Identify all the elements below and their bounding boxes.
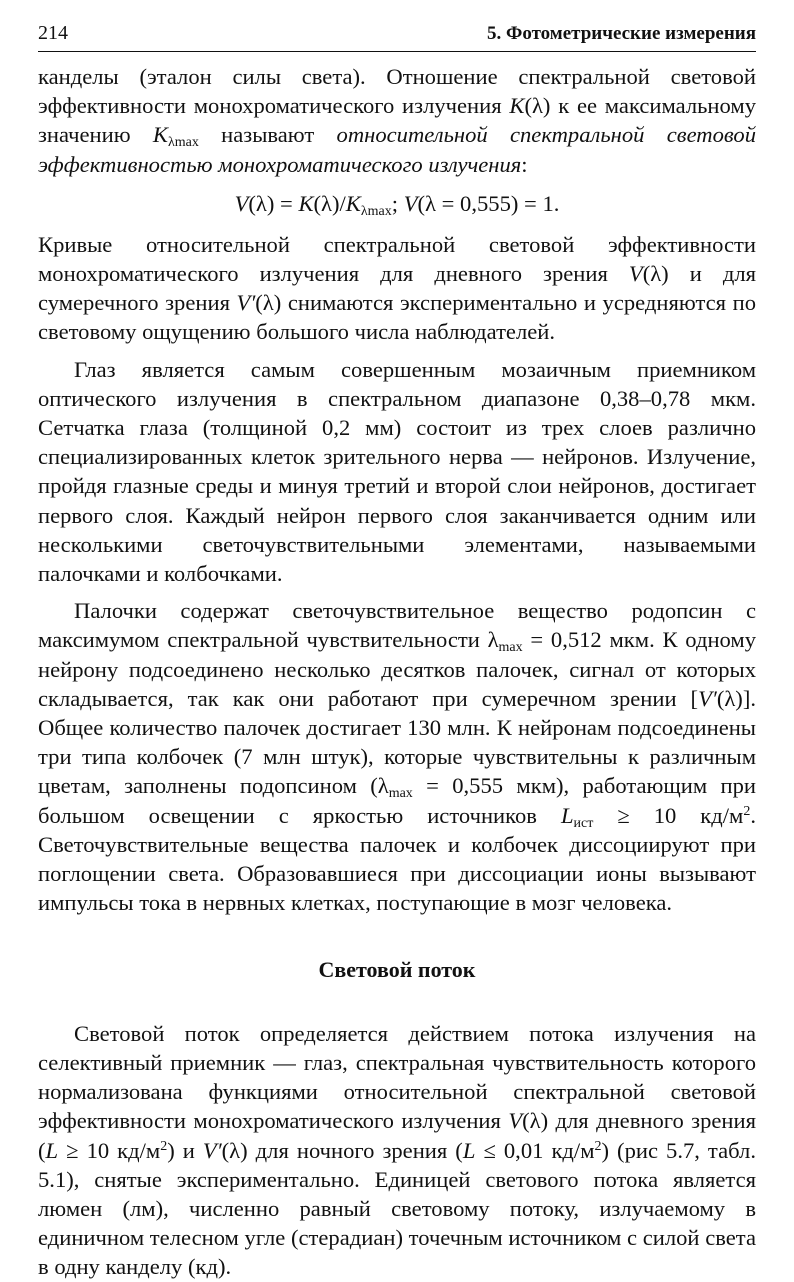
body-text <box>38 62 756 1282</box>
paragraph-2: Кривые относительной спектральной световой эффективности монохроматического излучения для дневного зрения V(λ) и для сумеречного зрения V′(λ) снимаются экспериментально и усредняются по световому ощущению большого числа наблюдателей. <box>38 231 756 345</box>
running-header <box>38 22 756 52</box>
defined-term: относительной спектральной световой эффективностью монохроматического излучения <box>38 122 757 177</box>
paragraph-5: Световой поток определяется действием потока излучения на селективный приемник — глаз, спектральная чувствительность которого нормализована функциями относительной спектральной световой эффективности монохроматического излучения V(λ) для дневного зрения (L ≥ 10 $кд/м^2$) и V′(λ) для ночного зрения (L ≤ 0,01 $кд/м^2$) (рис 5.7, табл. 5.1), снятые экспериментально. Единицей светового потока является люмен (лм), численно равный световому потоку, излучаемому в единичном телесном угле (стерадиан) точечным источником с силой света в одну канделу (кд). <box>38 1020 756 1280</box>
paragraph-1: канделы (эталон силы света). Отношение спектральной световой эффективности монохроматического излучения K(λ) к ее максимальному значению $K_{\lambda max}$ называют относительной спектральной световой эффективностью монохроматического излучения: <box>38 64 757 177</box>
formula: $V(\lambda) = K(\lambda)/K_{\lambda max}$; V(λ = 0,555) = 1. <box>234 190 560 219</box>
section-heading: Световой поток <box>318 957 476 983</box>
paragraph-4: Палочки содержат светочувствительное вещество родопсин с максимумом спектральной чувствительности $\lambda_{max} = 0,512$ мкм. К одному нейрону подсоединено несколько десятков палочек, сигнал от которых складывается, так как они работают при сумеречном зрении [V′(λ)]. Общее количество палочек достигает 130 млн. К нейронам подсоединены три типа колбочек (7 млн штук), которые чувствительны к различным цветам, заполнены подопсином ($\lambda_{max} = 0,555$ мкм), работающим при большом освещении с яркостью источников $L_{ист} \ge 10$ $кд/м^2$. Светочувствительные вещества палочек и колбочек диссоциируют при поглощении света. Образовавшиеся при диссоциации ионы вызывают импульсы тока в нервных клетках, поступающие в мозг человека. <box>38 598 756 916</box>
page-number: 214 <box>38 22 68 44</box>
page <box>38 22 756 1282</box>
chapter-title: 5. Фотометрические измерения <box>487 23 756 44</box>
paragraph-3: Глаз является самым совершенным мозаичным приемником оптического излучения в спектральном диапазоне 0,38–0,78 мкм. Сетчатка глаза (толщиной 0,2 мм) состоит из трех слоев различно специализированных клеток зрительного нерва — нейронов. Излучение, пройдя глазные среды и минуя третий и второй слои нейронов, достигает первого слоя. Каждый нейрон первого слоя заканчивается одним или несколькими светочувствительными элементами, называемыми палочками и колбочками. <box>38 356 756 587</box>
